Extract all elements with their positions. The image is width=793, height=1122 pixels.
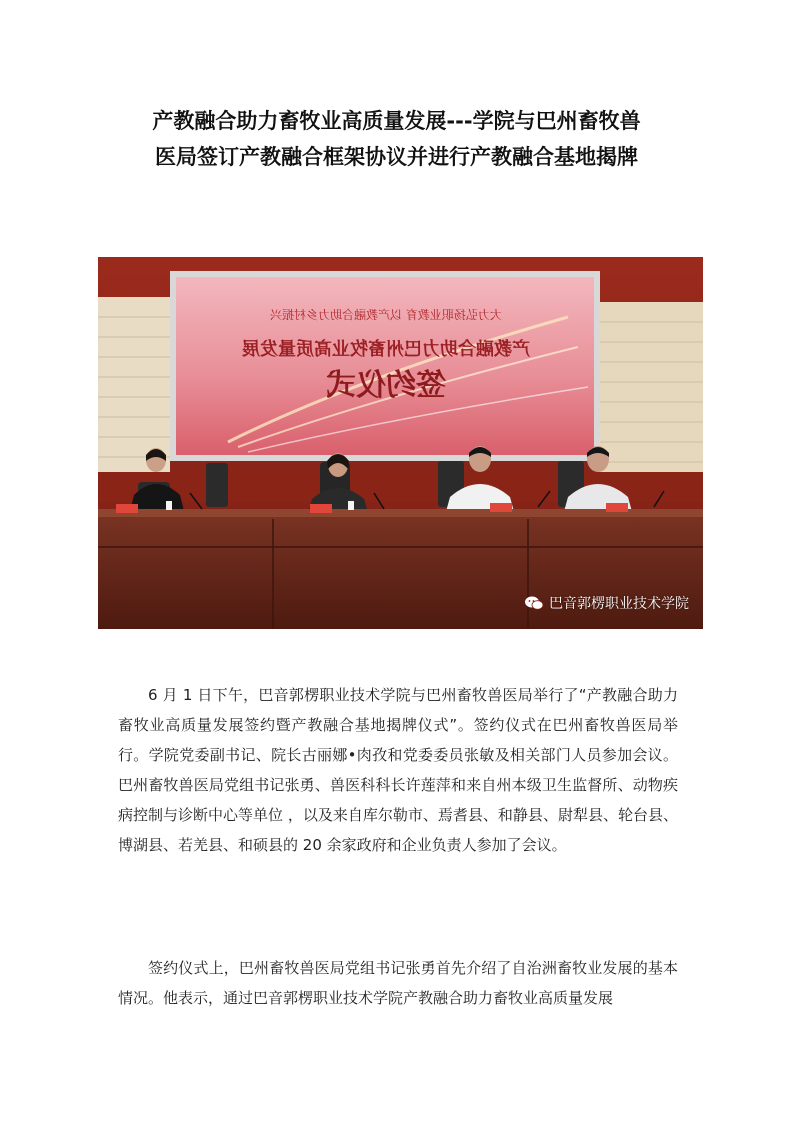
screen-text-2: 产教融合助力巴州畜牧业高质量发展 — [242, 339, 530, 360]
screen-text-1: 大力弘扬职业教育 以产教融合助力乡村振兴 — [270, 308, 502, 322]
meeting-photo — [98, 257, 703, 629]
document-title — [100, 103, 693, 175]
meeting-photo-illustration — [98, 257, 703, 629]
watermark-text: 巴音郭楞职业技术学院 — [549, 596, 689, 612]
wechat-icon — [524, 595, 544, 611]
paragraph-1: 6 月 1 日下午，巴音郭楞职业技术学院与巴州畜牧兽医局举行了“产教融合助力畜牧业高质量发展签约暨产教融合基地揭牌仪式”。签约仪式在巴州畜牧兽医局举行。学院党委副书记、院长古丽娜•肉孜和党委委员张敏及相关部门人员参加会议。巴州畜牧兽医局党组书记张勇、兽医科科长许莲萍和来自州本级卫生监督所、动物疾病控制与诊断中心等单位 ，以及来自库尔勒市、焉耆县、和静县、尉犁县、轮台县、博湖县、若羌县、和硕县的 20 余家政府和企业负责人参加了会议。 — [118, 686, 678, 854]
photo-watermark — [524, 593, 689, 613]
chair-1 — [206, 463, 228, 507]
paragraph-2: 签约仪式上，巴州畜牧兽医局党组书记张勇首先介绍了自治洲畜牧业发展的基本情况。他表示，通过巴音郭楞职业技术学院产教融合助力畜牧业高质量发展 — [118, 959, 678, 1007]
screen-text-3: 签约仪式 — [326, 368, 446, 403]
title-line-1: 产教融合助力畜牧业高质量发展---学院与巴州畜牧兽 — [152, 109, 641, 133]
title-line-2: 医局签订产教融合框架协议并进行产教融合基地揭牌 — [155, 145, 638, 169]
